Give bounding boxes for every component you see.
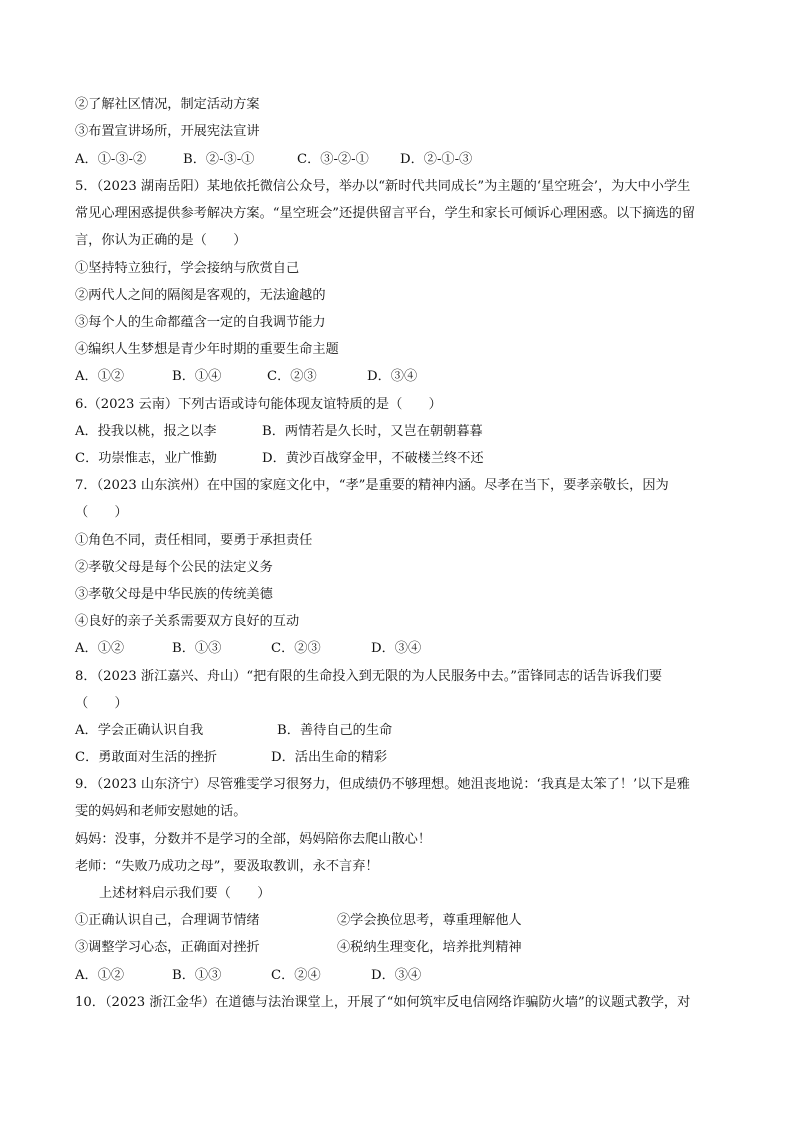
q5-stem-line-1: 5．（2023 湖南岳阳）某地依托微信公众号，举办以“新时代共同成长”为主题的‘星空班会’，为大中小学生 [75,179,691,194]
q5-stem-line-2: 常见心理困惑提供参考解决方案。“星空班会”还提供留言平台，学生和家长可倾诉心理困惑。以下摘选的留 [75,206,696,221]
q4-option-b: B．②-③-① [183,152,255,167]
q5-statement-1: ①坚持特立独行，学会接纳与欣赏自己 [75,261,300,276]
q8-option-c: C．勇敢面对生活的挫折 [75,750,217,765]
q9-stem-line-2: 雯的妈妈和老师安慰她的话。 [75,804,247,819]
q5-statement-2: ②两代人之间的隔阂是客观的，无法逾越的 [75,288,326,303]
q9-option-a: A．①② [75,968,125,983]
q4-step-3: ③布置宣讲场所，开展宪法宣讲 [75,124,260,139]
q8-stem-line-1: 8．（2023 浙江嘉兴、舟山）“把有限的生命投入到无限的为人民服务中去。”雷锋同志的话告诉我们要 [75,669,663,684]
q9-statement-4: ④税纳生理变化，培养批判精神 [337,940,522,955]
q9-statement-1: ①正确认识自己，合理调节情绪 [75,913,260,928]
q9-option-b: B．①③ [172,968,222,983]
q7-option-d: D．③④ [371,641,422,656]
q7-stem-line-1: 7．（2023 山东滨州）在中国的家庭文化中，“孝”是重要的精神内涵。尽孝在当下，要孝亲敬长，因为 [75,478,669,493]
q5-stem-line-3: 言，你认为正确的是（ ） [75,233,247,248]
q5-statement-3: ③每个人的生命都蕴含一定的自我调节能力 [75,315,326,330]
q9-option-c: C．②④ [271,968,321,983]
q8-option-d: D．活出生命的精彩 [271,750,388,765]
q7-statement-1: ①角色不同，责任相同，要勇于承担责任 [75,533,313,548]
q9-statement-3: ③调整学习心态，正确面对挫折 [75,940,260,955]
q5-option-c: C．②③ [267,369,317,384]
q6-option-c: C．功崇惟志，业广惟勤 [75,451,217,466]
q6-option-a: A．投我以桃，报之以李 [75,424,217,439]
q4-option-c: C．③-②-① [297,152,369,167]
q8-stem-line-2: （ ） [75,696,128,711]
q9-teacher-quote: 老师：“失败乃成功之母”，要汲取教训，永不言弃！ [75,859,379,874]
q6-stem: 6.（2023 云南）下列古语或诗句能体现友谊特质的是（ ） [75,397,442,412]
q9-stem-line-1: 9．（2023 山东济宁）尽管雅雯学习很努力，但成绩仍不够理想。她沮丧地说：‘我真是太笨了！’以下是雅 [75,777,690,792]
q7-statement-4: ④良好的亲子关系需要双方良好的互动 [75,614,300,629]
q9-option-d: D．③④ [371,968,422,983]
q7-statement-3: ③孝敬父母是中华民族的传统美德 [75,587,273,602]
q5-option-a: A．①② [75,369,125,384]
q10-stem-line-1: 10．（2023 浙江金华）在道德与法治课堂上，开展了“如何筑牢反电信网络诈骗防火墙”的议题式教学，对 [75,995,691,1010]
q8-option-a: A．学会正确认识自我 [75,723,204,738]
q9-prompt: 上述材料启示我们要（ ） [99,886,271,901]
q6-option-d: D．黄沙百战穿金甲，不破楼兰终不还 [262,451,484,466]
q7-statement-2: ②孝敬父母是每个公民的法定义务 [75,560,273,575]
q7-stem-line-2: （ ） [75,505,128,520]
q7-option-c: C．②③ [271,641,321,656]
q5-option-b: B．①④ [172,369,222,384]
q7-option-a: A．①② [75,641,125,656]
q7-option-b: B．①③ [172,641,222,656]
q4-option-a: A．①-③-② [75,152,147,167]
q5-statement-4: ④编织人生梦想是青少年时期的重要生命主题 [75,342,339,357]
q5-option-d: D．③④ [367,369,418,384]
q9-mother-quote: 妈妈：没事，分数并不是学习的全部，妈妈陪你去爬山散心！ [75,832,432,847]
q8-option-b: B．善待自己的生命 [277,723,393,738]
q6-option-b: B．两情若是久长时，又岂在朝朝暮暮 [262,424,483,439]
q4-step-2: ②了解社区情况，制定活动方案 [75,97,260,112]
q9-statement-2: ②学会换位思考，尊重理解他人 [337,913,522,928]
q4-option-d: D．②-①-③ [400,152,473,167]
